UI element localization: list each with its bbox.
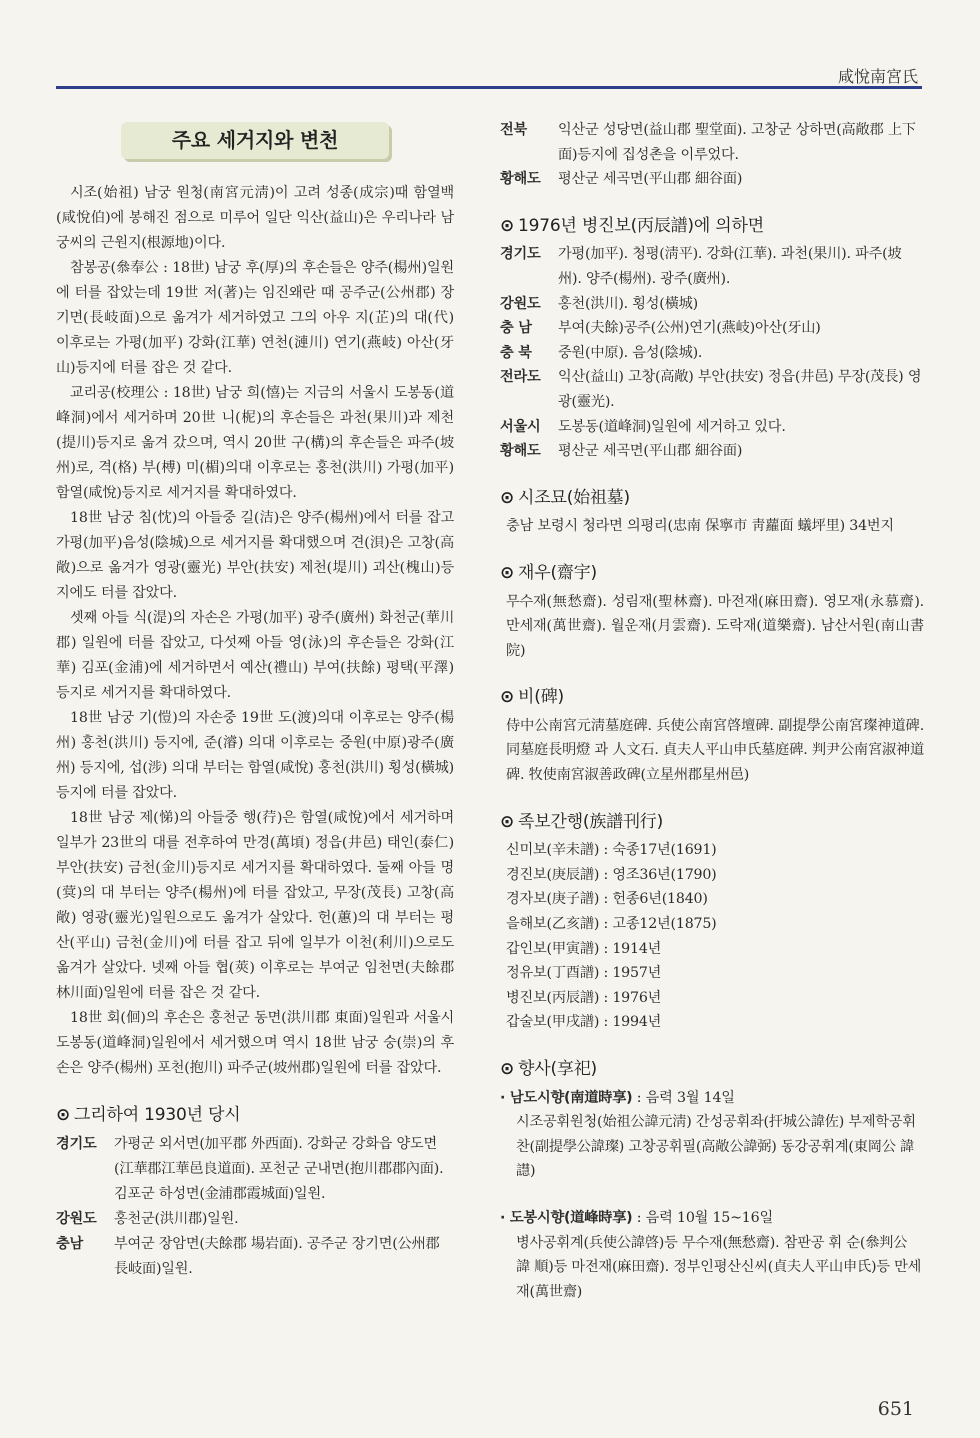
section-heading-text: 1976년 병진보(丙辰譜)에 의하면 (518, 215, 764, 236)
bullet-circle-icon: ⊙ (500, 1059, 515, 1079)
region-text: 중원(中原). 음성(陰城). (558, 344, 703, 361)
left-column (56, 118, 454, 1282)
list-item (506, 912, 924, 937)
region-row (56, 1207, 454, 1232)
list-item (506, 986, 924, 1011)
hyangsa-title: · 도봉시향(道峰時享) (500, 1209, 633, 1226)
region-row (500, 415, 924, 440)
region-text: 평산군 세곡면(平山郡 細谷面) (558, 171, 743, 188)
header-rule (56, 86, 922, 89)
jokbo-value: : 1957년 (603, 965, 662, 982)
region-label: 경기도 (500, 246, 541, 263)
region-text: 홍천(洪川). 횡성(橫城) (558, 295, 698, 312)
list-item (506, 887, 924, 912)
jokbo-name: 신미보(辛未譜) (506, 842, 600, 859)
right-column (500, 118, 924, 1304)
paragraph: 18世 회(佪)의 후손은 홍천군 동면(洪川郡 東面)일원과 서울시 도봉동(道峰洞)일원에서 세거했으며 역시 18世 남궁 숭(崇)의 후손은 양주(楊州) 포천(抱川) 파주군(坡州郡)일원에 터를 잡았다. (56, 1010, 454, 1076)
region-row (500, 365, 924, 414)
paragraph: 참봉공(叅奉公 : 18世) 남궁 후(厚)의 후손들은 양주(楊州)일원에 터를 잡았는데 19世 저(著)는 임진왜란 때 공주군(公州郡) 장기면(長岐面)으로 옮겨가 세거하였고 그의 아우 지(芷)의 대(代) 이후로는 가평(加平) 강화(江華) 연천(漣川) 연기(燕岐) 아산(牙山)등지에 터를 잡은 것 같다. (56, 260, 454, 376)
jaewoo-text: 무수재(無愁齋). 성림재(聖林齋). 마전재(麻田齋). 영모재(永慕齋). 만세재(萬世齋). 월운재(月雲齋). 도락재(道樂齋). 남산서원(南山書院) (506, 593, 924, 659)
region-label: 서울시 (500, 418, 541, 435)
region-text: 가평(加平). 청평(淸平). 강화(江華). 과천(果川). 파주(坡州). 양주(楊州). 광주(廣州). (558, 246, 902, 287)
paragraph: 18世 남궁 침(忱)의 아들중 길(洁)은 양주(楊州)에서 터를 잡고 가평(加平)음성(陰城)으로 세거지를 확대했으며 견(浿)은 고창(高敞)으로 옮겨가 영광(靈光) 부안(扶安) 제천(堤川) 괴산(槐山)등지에도 터를 잡았다. (56, 510, 454, 601)
bi-text: 侍中公南宮元淸墓庭碑. 兵使公南宮啓壇碑. 副提學公南宮璨神道碑. 同墓庭長明燈 과 人文石. 貞夫人平山申氏墓庭碑. 判尹公南宮淑神道碑. 牧使南宮淑善政碑(立星州郡星州邑) (506, 717, 924, 784)
paragraph: 18世 남궁 기(愷)의 자손중 19世 도(渡)의대 이후로는 양주(楊州) 홍천(洪川) 등지에, 준(濬) 의대 이후로는 중원(中原)광주(廣州) 등지에, 섭(涉) 의대 부터는 함열(咸悅) 홍천(洪川) 횡성(橫城)등지에 터를 잡았다. (56, 710, 454, 801)
bullet-circle-icon: ⊙ (500, 687, 515, 708)
header-title: 咸悅南宮氏 (837, 67, 918, 86)
region-label: 강원도 (56, 1211, 97, 1227)
bullet-circle-icon: ⊙ (56, 1105, 71, 1125)
section-heading-text: 비(碑) (518, 687, 564, 708)
jokbo-name: 경자보(庚子譜) (506, 891, 600, 908)
region-text: 부여군 장암면(夫餘郡 場岩面). 공주군 장기면(公州郡 長岐面)일원. (114, 1236, 440, 1277)
list-item (506, 1010, 924, 1035)
section-heading-text: 시조묘(始祖墓) (518, 487, 630, 508)
region-text: 가평군 외서면(加平郡 外西面). 강화군 강화읍 양도면(江華郡江華邑良道面). 포천군 군내면(抱川郡郡內面). 김포군 하성면(金浦郡霞城面)일원. (114, 1136, 444, 1202)
jokbo-value: : 숙종17년(1691) (603, 842, 717, 859)
jokbo-name: 갑술보(甲戌譜) (506, 1014, 600, 1031)
list-item (506, 961, 924, 986)
jokbo-name: 병진보(丙辰譜) (506, 989, 600, 1006)
hyangsa-item (500, 1086, 924, 1184)
hyangsa-item (500, 1206, 924, 1304)
bullet-circle-icon: ⊙ (500, 562, 515, 583)
list-item (506, 838, 924, 863)
jokbo-name: 정유보(丁酉譜) (506, 965, 600, 982)
section-heading-text: 재우(齋宇) (518, 562, 597, 583)
jokbo-name: 경진보(庚辰譜) (506, 866, 600, 883)
section-heading-text: 그리하여 1930년 당시 (74, 1105, 241, 1125)
section-heading-jaewoo (500, 561, 924, 586)
region-text: 부여(夫餘)공주(公州)연기(燕岐)아산(牙山) (558, 320, 821, 337)
list-item (506, 937, 924, 962)
paragraph: 18世 남궁 제(悌)의 아들중 행(荇)은 함열(咸悅)에서 세거하며 일부가 23世의 대를 전후하여 만경(萬頃) 정읍(井邑) 태인(泰仁) 부안(扶安) 금천(金川)등지로 세거지를 확대하였다. 둘째 아들 명(蓂)의 대 부터는 양주(楊州)에 터를 잡았고, 무장(茂長) 고창(高敞) 영광(靈光)일원으로도 옮겨가 살았다. 헌(蕙)의 대 부터는 평산(平山) 금천(金川)에 터를 잡고 뒤에 일부가 이천(利川)으로도 옮겨가 살았다. 넷째 아들 협(莢) 이후로는 부여군 임천면(夫餘郡 林川面)일원에 터를 잡은 것 같다. (56, 810, 454, 1001)
bullet-circle-icon: ⊙ (500, 215, 515, 236)
section-heading-1976 (500, 214, 924, 239)
jokbo-value: : 1914년 (603, 940, 662, 957)
region-label: 충 남 (500, 320, 532, 337)
region-label: 경기도 (56, 1136, 97, 1152)
jokbo-value: : 헌종6년(1840) (603, 891, 708, 908)
section-title: 주요 세거지와 변천 (121, 122, 389, 159)
region-text: 홍천군(洪川郡)일원. (114, 1211, 239, 1227)
jokbo-value: : 영조36년(1790) (603, 866, 717, 883)
region-label: 전북 (500, 122, 528, 138)
tomb-text: 충남 보령시 청라면 의평리(忠南 保寧市 靑蘿面 蟻坪里) 34번지 (506, 518, 894, 535)
jokbo-name: 갑인보(甲寅譜) (506, 940, 600, 957)
section-heading-text: 향사(享祀) (518, 1059, 597, 1079)
hyangsa-text: 시조공휘원청(始祖公諱元淸) 간성공휘좌(扞城公諱佐) 부제학공휘찬(副提學公諱璨) 고창공휘필(高敞公諱弼) 동강공휘계(東岡公 諱 譿) (516, 1114, 916, 1180)
section-heading-tomb (500, 486, 924, 511)
section-heading-hyangsa (500, 1057, 924, 1082)
bullet-circle-icon: ⊙ (500, 811, 515, 832)
hyangsa-date: : 음력 3월 14일 (636, 1089, 735, 1106)
jokbo-value: : 1976년 (603, 989, 662, 1006)
region-label: 전라도 (500, 369, 541, 386)
list-item (506, 863, 924, 888)
region-row (500, 292, 924, 317)
bullet-circle-icon: ⊙ (500, 487, 515, 508)
region-row (500, 439, 924, 464)
region-row (56, 1232, 454, 1282)
section-heading-bi (500, 685, 924, 710)
page-number: 651 (877, 1398, 914, 1420)
region-row (56, 1132, 454, 1207)
jokbo-name: 을해보(乙亥譜) (506, 916, 600, 933)
paragraph: 시조(始祖) 남궁 원청(南宮元淸)이 고려 성종(成宗)때 함열백(咸悅伯)에 봉해진 점으로 미루어 일단 익산(益山)은 우리나라 남궁씨의 근원지(根源地)이다. (56, 185, 454, 251)
jokbo-list (500, 838, 924, 1035)
section-heading-1930 (56, 1103, 454, 1128)
jokbo-value: : 고종12년(1875) (603, 916, 717, 933)
region-row (500, 118, 924, 167)
hyangsa-title: · 남도시향(南道時享) (500, 1089, 633, 1106)
region-label: 황해도 (500, 171, 541, 188)
region-label: 황해도 (500, 443, 541, 460)
region-text: 익산군 성당면(益山郡 聖堂面). 고창군 상하면(高敞郡 上下面)등지에 집성촌을 이루었다. (558, 122, 916, 163)
region-label: 충남 (56, 1236, 84, 1252)
section-heading-text: 족보간행(族譜刊行) (518, 811, 663, 832)
region-text: 평산군 세곡면(平山郡 細谷面) (558, 443, 743, 460)
paragraph: 교리공(校理公 : 18世) 남궁 희(憘)는 지금의 서울시 도봉동(道峰洞)에서 세거하며 20世 니(柅)의 후손들은 과천(果川)과 제천(提川)등지로 옮겨 갔으며, 역시 20世 구(構)의 후손들은 파주(坡州)로, 격(格) 부(榑) 미(楣)의대 이후로는 홍천(洪川) 가평(加平) 함열(咸悅)등지로 세거지를 확대하였다. (56, 385, 454, 501)
hyangsa-text: 병사공휘계(兵使公諱啓)등 무수재(無愁齋). 참판공 휘 순(叅判公 諱 順)등 마전재(麻田齋). 정부인평산신씨(貞夫人平山申氏)등 만세재(萬世齋) (516, 1234, 922, 1300)
hyangsa-date: : 음력 10월 15~16일 (636, 1209, 773, 1226)
region-row (500, 316, 924, 341)
region-label: 충 북 (500, 344, 532, 361)
region-text: 익산(益山) 고창(高敞) 부안(扶安) 정읍(井邑) 무장(茂長) 영광(靈光). (558, 369, 922, 410)
region-row (500, 242, 924, 291)
paragraph: 셋째 아들 식(湜)의 자손은 가평(加平) 광주(廣州) 화천군(華川郡) 일원에 터를 잡았고, 다섯째 아들 영(泳)의 후손들은 강화(江華) 김포(金浦)에 세거하면서 예산(禮山) 부여(扶餘) 평택(平澤)등지로 세거지를 확대하였다. (56, 610, 454, 701)
region-label: 강원도 (500, 295, 541, 312)
region-row (500, 167, 924, 192)
jokbo-value: : 1994년 (603, 1014, 662, 1031)
section-heading-jokbo (500, 810, 924, 835)
region-text: 도봉동(道峰洞)일원에 세거하고 있다. (558, 418, 786, 435)
region-row (500, 341, 924, 366)
